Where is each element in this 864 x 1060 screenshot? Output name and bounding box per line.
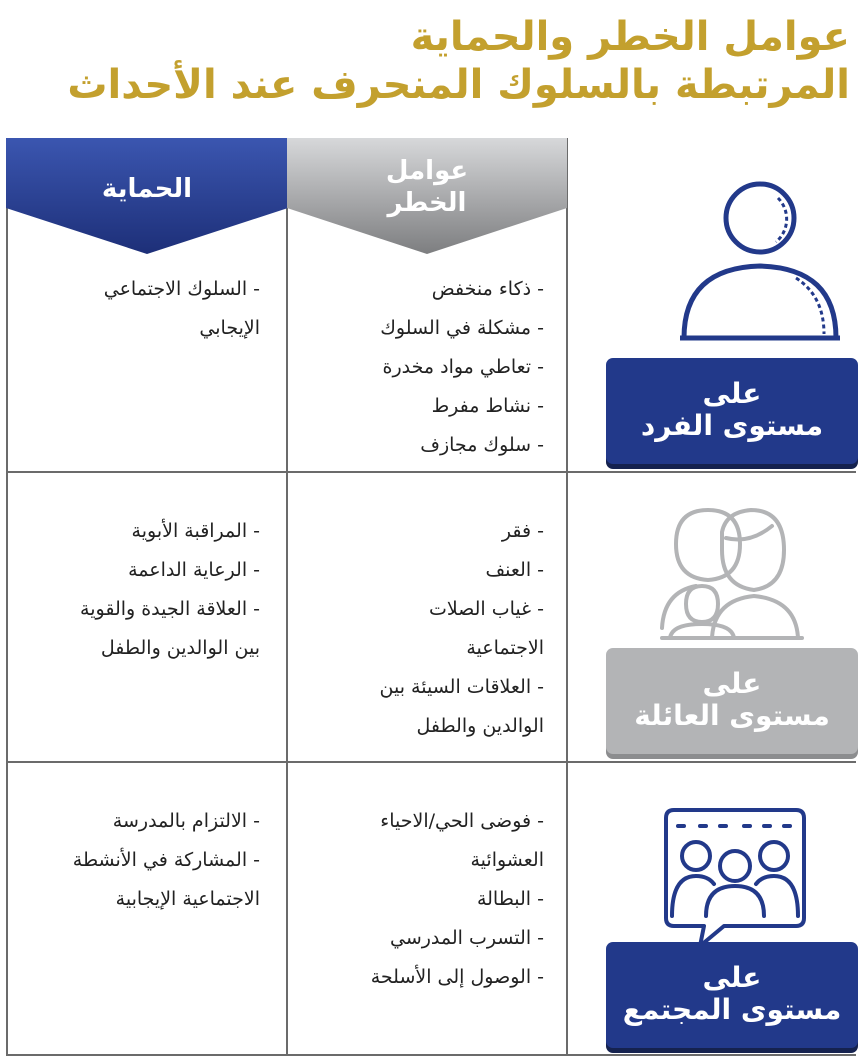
risk-item: الوالدين والطفل [416,715,544,737]
risk-item: - العنف [485,559,544,581]
level-family-line1: على [702,667,762,700]
risk-header-label-1: عوامل [385,156,469,186]
risk-item: - مشكلة في السلوك [380,317,544,339]
risk-list-family [380,512,544,746]
level-individual [606,358,858,464]
person-icon [676,178,846,348]
row-divider-2 [6,761,856,763]
level-family-line2: مستوى العائلة [634,699,830,732]
risk-header [287,138,567,258]
protection-header-label: الحماية [101,174,193,204]
protection-item: الإيجابي [199,317,260,339]
protection-item: - المشاركة في الأنشطة [72,849,260,871]
risk-list-community [371,802,544,997]
risk-item: - سلوك مجازف [420,434,544,456]
level-community [606,942,858,1048]
row-divider-bottom [6,1054,856,1056]
risk-item: - العلاقات السيئة بين [379,676,544,698]
level-community-line2: مستوى المجتمع [622,993,842,1026]
page-title [10,14,850,110]
divider-left [6,138,8,1056]
level-individual-line2: مستوى الفرد [640,409,824,442]
title-line-2: المرتبطة بالسلوك المنحرف عند الأحداث [67,62,850,108]
protection-list-individual [104,270,260,348]
protection-list-family [80,512,260,668]
risk-item: - ذكاء منخفض [431,278,544,300]
row-divider-1 [6,471,856,473]
risk-item: - تعاطي مواد مخدرة [382,356,544,378]
level-individual-line1: على [702,377,762,410]
protection-list-community [73,802,260,919]
divider-right [566,138,568,1056]
risk-item: - نشاط مفرط [431,395,544,417]
protection-item: الاجتماعية الإيجابية [115,888,260,910]
protection-item: - الالتزام بالمدرسة [112,810,260,832]
risk-item: - غياب الصلات [428,598,544,620]
risk-list-individual [380,270,544,465]
protection-item: - السلوك الاجتماعي [103,278,260,300]
protection-item: بين الوالدين والطفل [100,637,260,659]
level-community-line1: على [702,961,762,994]
protection-item: - العلاقة الجيدة والقوية [80,598,260,620]
family-icon [656,504,806,644]
risk-item: - التسرب المدرسي [389,927,544,949]
protection-item: - المراقبة الأبوية [131,520,260,542]
risk-item: - البطالة [476,888,544,910]
risk-item: - فقر [501,520,544,542]
protection-item: - الرعاية الداعمة [128,559,260,581]
divider-middle [286,138,288,1056]
community-icon [660,800,810,950]
title-line-1: عوامل الخطر والحماية [410,14,850,60]
risk-item: العشوائية [470,849,544,871]
risk-item: الاجتماعية [466,637,544,659]
protection-header [6,138,288,258]
level-family [606,648,858,754]
risk-item: - فوضى الحي/الاحياء [380,810,544,832]
risk-header-label-2: الخطر [387,188,467,218]
risk-item: - الوصول إلى الأسلحة [370,966,544,988]
